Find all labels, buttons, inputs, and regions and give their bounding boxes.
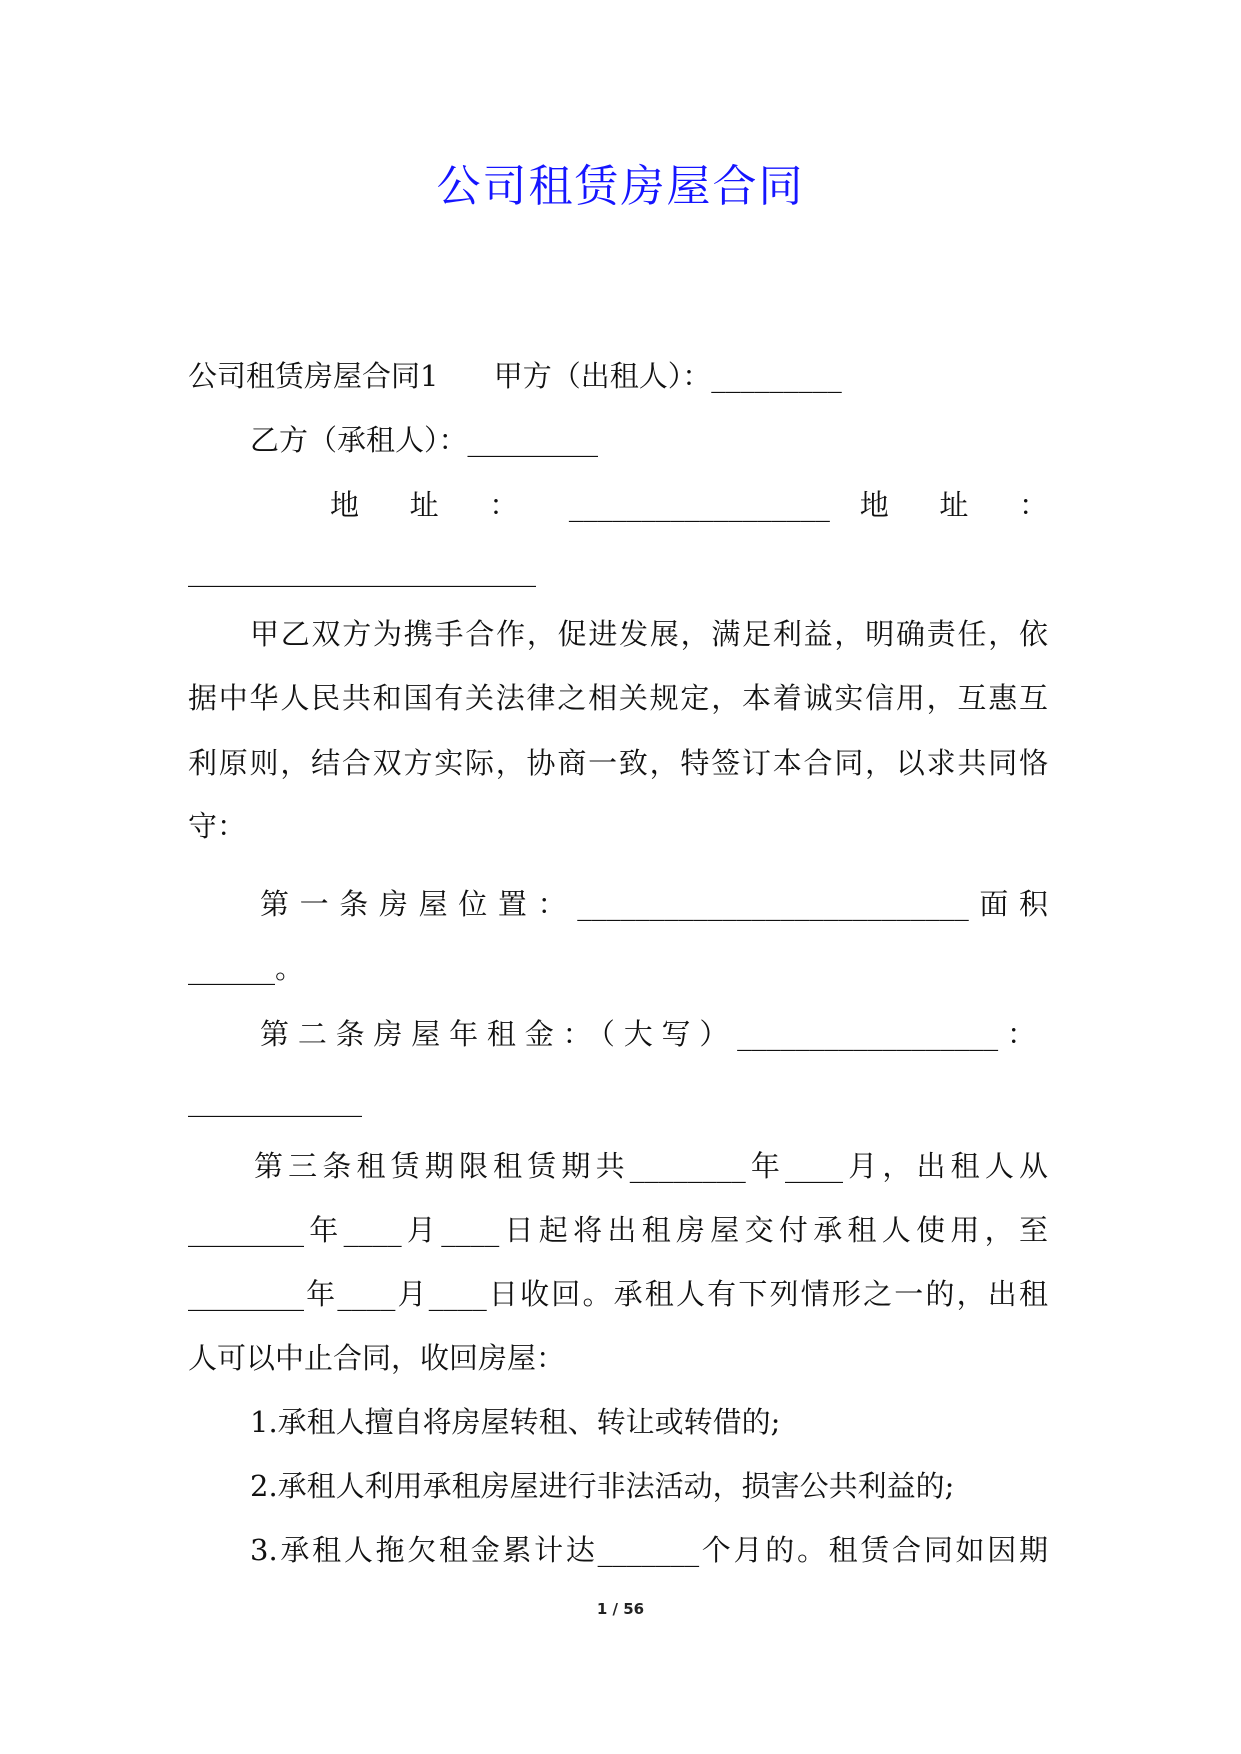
text-line-13: 第三条租赁期限租赁期共________年____月，出租人从 [254,1149,1048,1183]
text-line-19: 3.承租人拖欠租金累计达_______个月的。租赁合同如因期 [250,1533,1048,1567]
text-line-9: 第一条房屋位置：___________________________面积 [260,887,1048,921]
text-line-11: 第二条房屋年租金：（大写）__________________： [260,1017,1036,1051]
text-line-17: 1.承租人擅自将房屋转租、转让或转借的; [250,1405,781,1439]
text-line-5: 甲乙双方为携手合作，促进发展，满足利益，明确责任，依 [250,617,1048,651]
text-line-15: ________年____月____日收回。承租人有下列情形之一的，出租 [188,1277,1048,1311]
text-line-1: 公司租赁房屋合同1 甲方（出租人）：_________ [188,359,842,393]
text-line-4: ________________________ [188,553,536,587]
text-line-14: ________年____月____日起将出租房屋交付承租人使用，至 [188,1213,1048,1247]
text-line-7: 利原则，结合双方实际，协商一致，特签订本合同，以求共同恪 [188,746,1048,780]
text-line-18: 2.承租人利用承租房屋进行非法活动，损害公共利益的; [250,1469,955,1503]
document-title: 公司租赁房屋合同 [436,161,805,212]
text-line-10: ______。 [188,951,305,985]
text-line-2: 乙方（承租人）：_________ [250,423,599,457]
text-line-6: 据中华人民共和国有关法律之相关规定，本着诚实信用，互惠互 [188,681,1048,715]
page-number: 1 / 56 [596,1600,645,1618]
text-line-8: 守： [188,809,247,843]
text-line-12: ____________ [188,1083,362,1117]
text-line-16: 人可以中止合同，收回房屋： [188,1341,566,1375]
text-line-3: 地 址 ： __________________ 地 址 ： [330,488,1048,522]
